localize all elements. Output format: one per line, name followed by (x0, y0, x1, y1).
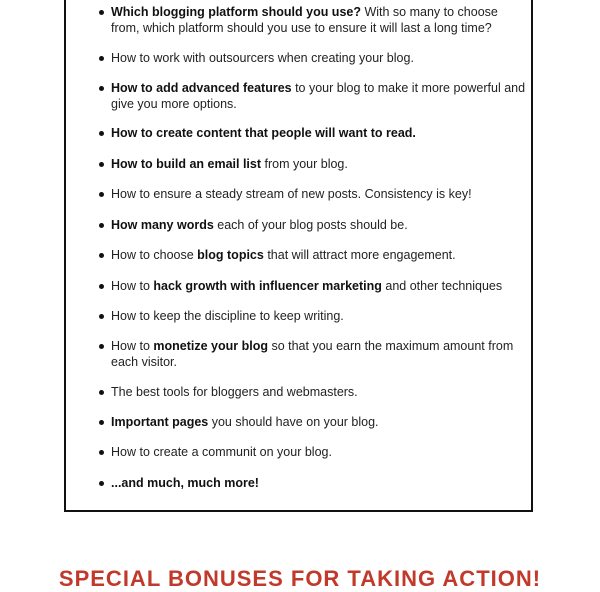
item-text: With so many to choose from, which platform should you use to ensure it will last a long time? (111, 5, 498, 35)
bullet-icon (99, 56, 104, 61)
item-text-before: How to choose (111, 248, 198, 262)
item-text-before: How to (111, 279, 154, 293)
bullet-icon (99, 131, 104, 136)
list-item (111, 80, 526, 112)
bullet-icon (99, 162, 104, 167)
item-bold-mid: hack growth with influencer marketing (153, 279, 382, 293)
features-box (64, 0, 533, 512)
item-bold-lead: How to create content that people will want to read. (111, 126, 416, 140)
item-bold-lead: Important pages (111, 415, 209, 429)
item-bold-lead: How to add advanced features (111, 81, 292, 95)
bullet-icon (99, 284, 104, 289)
list-item (111, 308, 526, 324)
list-item (111, 50, 526, 66)
item-text: How to keep the discipline to keep writing. (111, 309, 344, 323)
list-item (111, 444, 526, 460)
bullet-icon (99, 314, 104, 319)
item-text: How to work with outsourcers when creating your blog. (111, 51, 414, 65)
list-item (111, 186, 526, 202)
item-bold-lead: How to build an email list (111, 157, 262, 171)
bullet-icon (99, 253, 104, 258)
list-item (111, 4, 526, 36)
bullet-icon (99, 390, 104, 395)
bonus-heading: SPECIAL BONUSES FOR TAKING ACTION! (58, 566, 542, 591)
item-bold-lead: Which blogging platform should you use? (111, 5, 361, 19)
bullet-icon (99, 86, 104, 91)
item-bold-lead: How many words (111, 218, 214, 232)
item-text: that will attract more engagement. (263, 248, 456, 262)
list-item (111, 278, 526, 294)
item-text: The best tools for bloggers and webmasters. (111, 385, 358, 399)
item-text: from your blog. (261, 157, 348, 171)
bullet-icon (99, 450, 104, 455)
list-item (111, 156, 526, 172)
bullet-icon (99, 10, 104, 15)
item-text: each of your blog posts should be. (213, 218, 408, 232)
bullet-icon (99, 481, 104, 486)
item-text: How to create a communit on your blog. (111, 445, 332, 459)
list-item (111, 475, 526, 491)
bullet-icon (99, 223, 104, 228)
item-text: How to ensure a steady stream of new posts. Consistency is key! (111, 187, 472, 201)
item-bold-mid: monetize your blog (153, 339, 268, 353)
item-text-before: How to (111, 339, 154, 353)
list-item (111, 338, 526, 370)
list-item (111, 125, 526, 141)
bullet-icon (99, 420, 104, 425)
item-bold-mid: blog topics (197, 248, 264, 262)
item-text: so that you earn the maximum amount from each visitor. (111, 339, 514, 369)
list-item (111, 384, 526, 400)
bullet-icon (99, 344, 104, 349)
item-text: to your blog to make it more powerful and give you more options. (111, 81, 526, 111)
item-text: you should have on your blog. (208, 415, 379, 429)
list-item (111, 414, 526, 430)
bullet-icon (99, 192, 104, 197)
item-bold-lead: ...and much, much more! (111, 476, 259, 490)
list-item (111, 247, 526, 263)
item-text: and other techniques (381, 279, 503, 293)
list-item (111, 217, 526, 233)
